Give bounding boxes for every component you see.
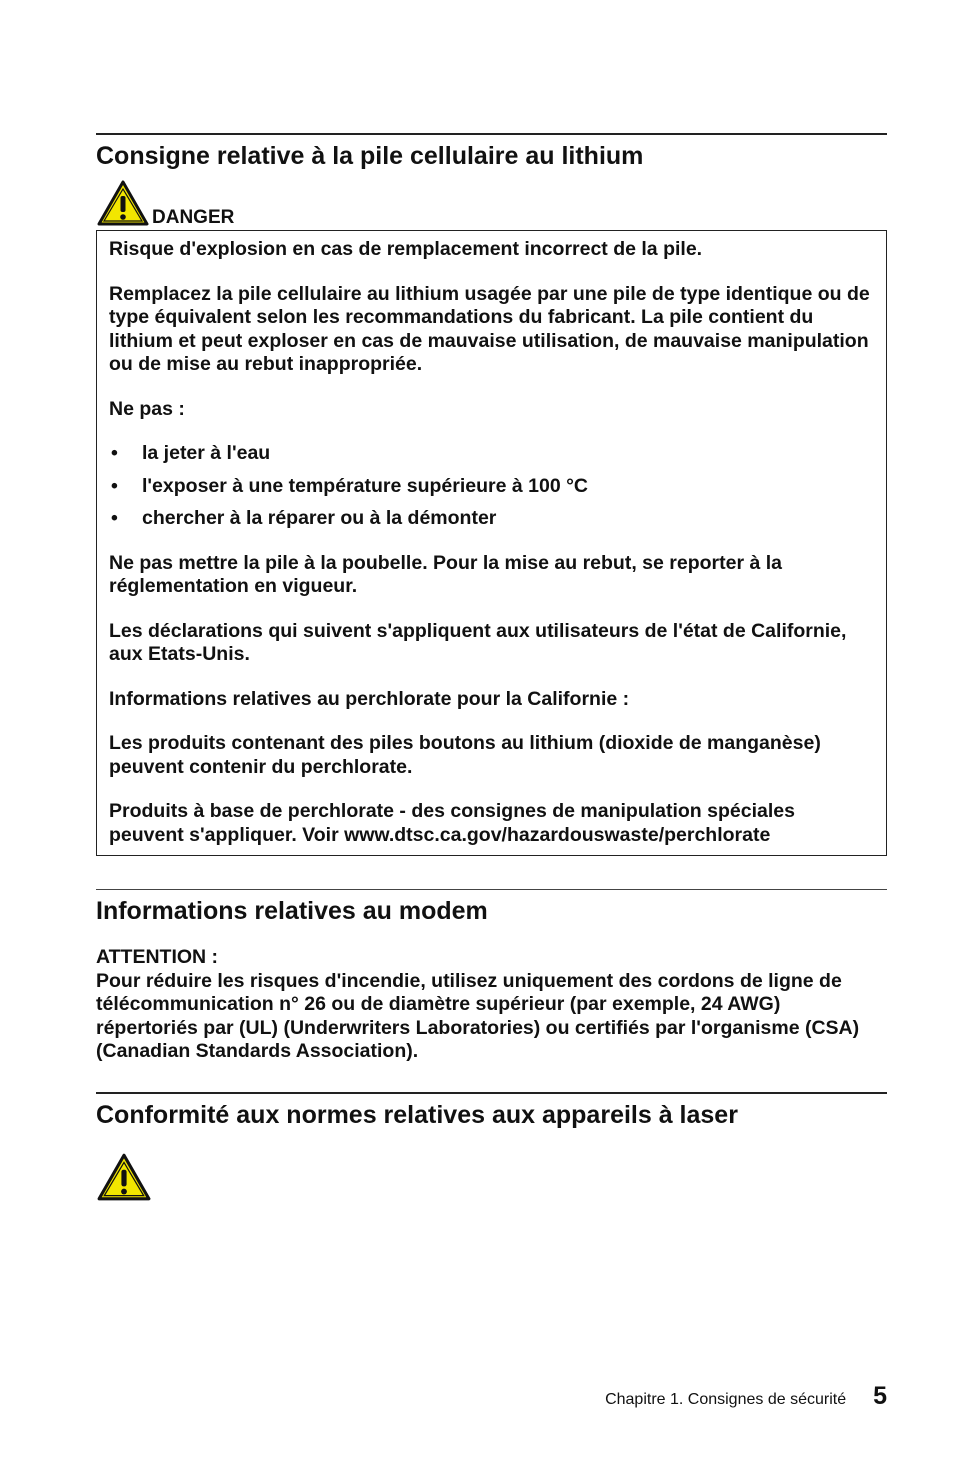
list-item <box>109 475 874 499</box>
danger-list <box>109 442 874 531</box>
section-title-laser: Conformité aux normes relatives aux appareils à laser <box>96 1100 738 1129</box>
section-modem <box>96 889 887 1064</box>
danger-label: DANGER <box>152 207 235 228</box>
section-laser <box>96 1092 887 1207</box>
section-title-lithium: Consigne relative à la pile cellulaire au lithium <box>96 142 644 170</box>
list-item <box>109 507 874 531</box>
list-item <box>109 442 874 466</box>
footer-chapter: Chapitre 1. Consignes de sécurité <box>605 1391 847 1408</box>
list-item-text: chercher à la réparer ou à la démonter <box>142 507 497 529</box>
danger-paragraph: Risque d'explosion en cas de remplacement incorrect de la pile. <box>109 238 703 260</box>
section-title-modem: Informations relatives au modem <box>96 897 488 925</box>
danger-paragraph: Les produits contenant des piles boutons au lithium (dioxide de manganèse) peuvent contenir du perchlorate. <box>109 732 821 778</box>
attention-block <box>96 946 887 1064</box>
danger-header <box>96 193 887 227</box>
list-item-text: l'exposer à une température supérieure à 100 °C <box>142 474 588 497</box>
danger-paragraph: Informations relatives au perchlorate pour la Californie : <box>109 687 630 710</box>
danger-paragraph: Remplacez la pile cellulaire au lithium usagée par une pile de type identique ou de type équivalent selon les recommandations du fabricant. La pile contient du lithium et peut exploser en cas de mauvaise utilisation, de mauvaise manipulation ou de mise au rebut inappropriée. <box>109 282 870 375</box>
laser-warning <box>96 1152 887 1207</box>
attention-text: Pour réduire les risques d'incendie, utilisez uniquement des cordons de ligne de télécommunication n° 26 ou de diamètre supérieur (par exemple, 24 AWG) répertoriés par (UL) (Underwriters Laboratories) ou certifiés par l'organisme (CSA) (Canadian Standards Association). <box>96 969 860 1062</box>
danger-paragraph: Ne pas : <box>109 397 185 420</box>
page-content <box>96 133 887 1207</box>
danger-box <box>96 230 887 856</box>
danger-paragraph: Ne pas mettre la pile à la poubelle. Pour la mise au rebut, se reporter à la réglementation en vigueur. <box>109 551 782 597</box>
list-item-text: la jeter à l'eau <box>142 442 271 464</box>
danger-paragraph: Les déclarations qui suivent s'appliquent aux utilisateurs de l'état de Californie, aux Etats-Unis. <box>109 619 847 665</box>
warning-triangle-icon <box>96 1152 152 1202</box>
warning-triangle-icon <box>96 179 150 227</box>
page-number: 5 <box>873 1382 887 1410</box>
bullet-glyph: • <box>111 507 118 529</box>
page-footer <box>605 1382 887 1411</box>
attention-label: ATTENTION : <box>96 946 219 968</box>
danger-paragraph: Produits à base de perchlorate - des consignes de manipulation spéciales peuvent s'appliquer. Voir www.dtsc.ca.gov/hazardouswaste/perchlorate <box>109 800 795 846</box>
section-lithium-battery <box>96 133 887 856</box>
bullet-glyph: • <box>111 474 118 497</box>
bullet-glyph: • <box>111 442 118 464</box>
